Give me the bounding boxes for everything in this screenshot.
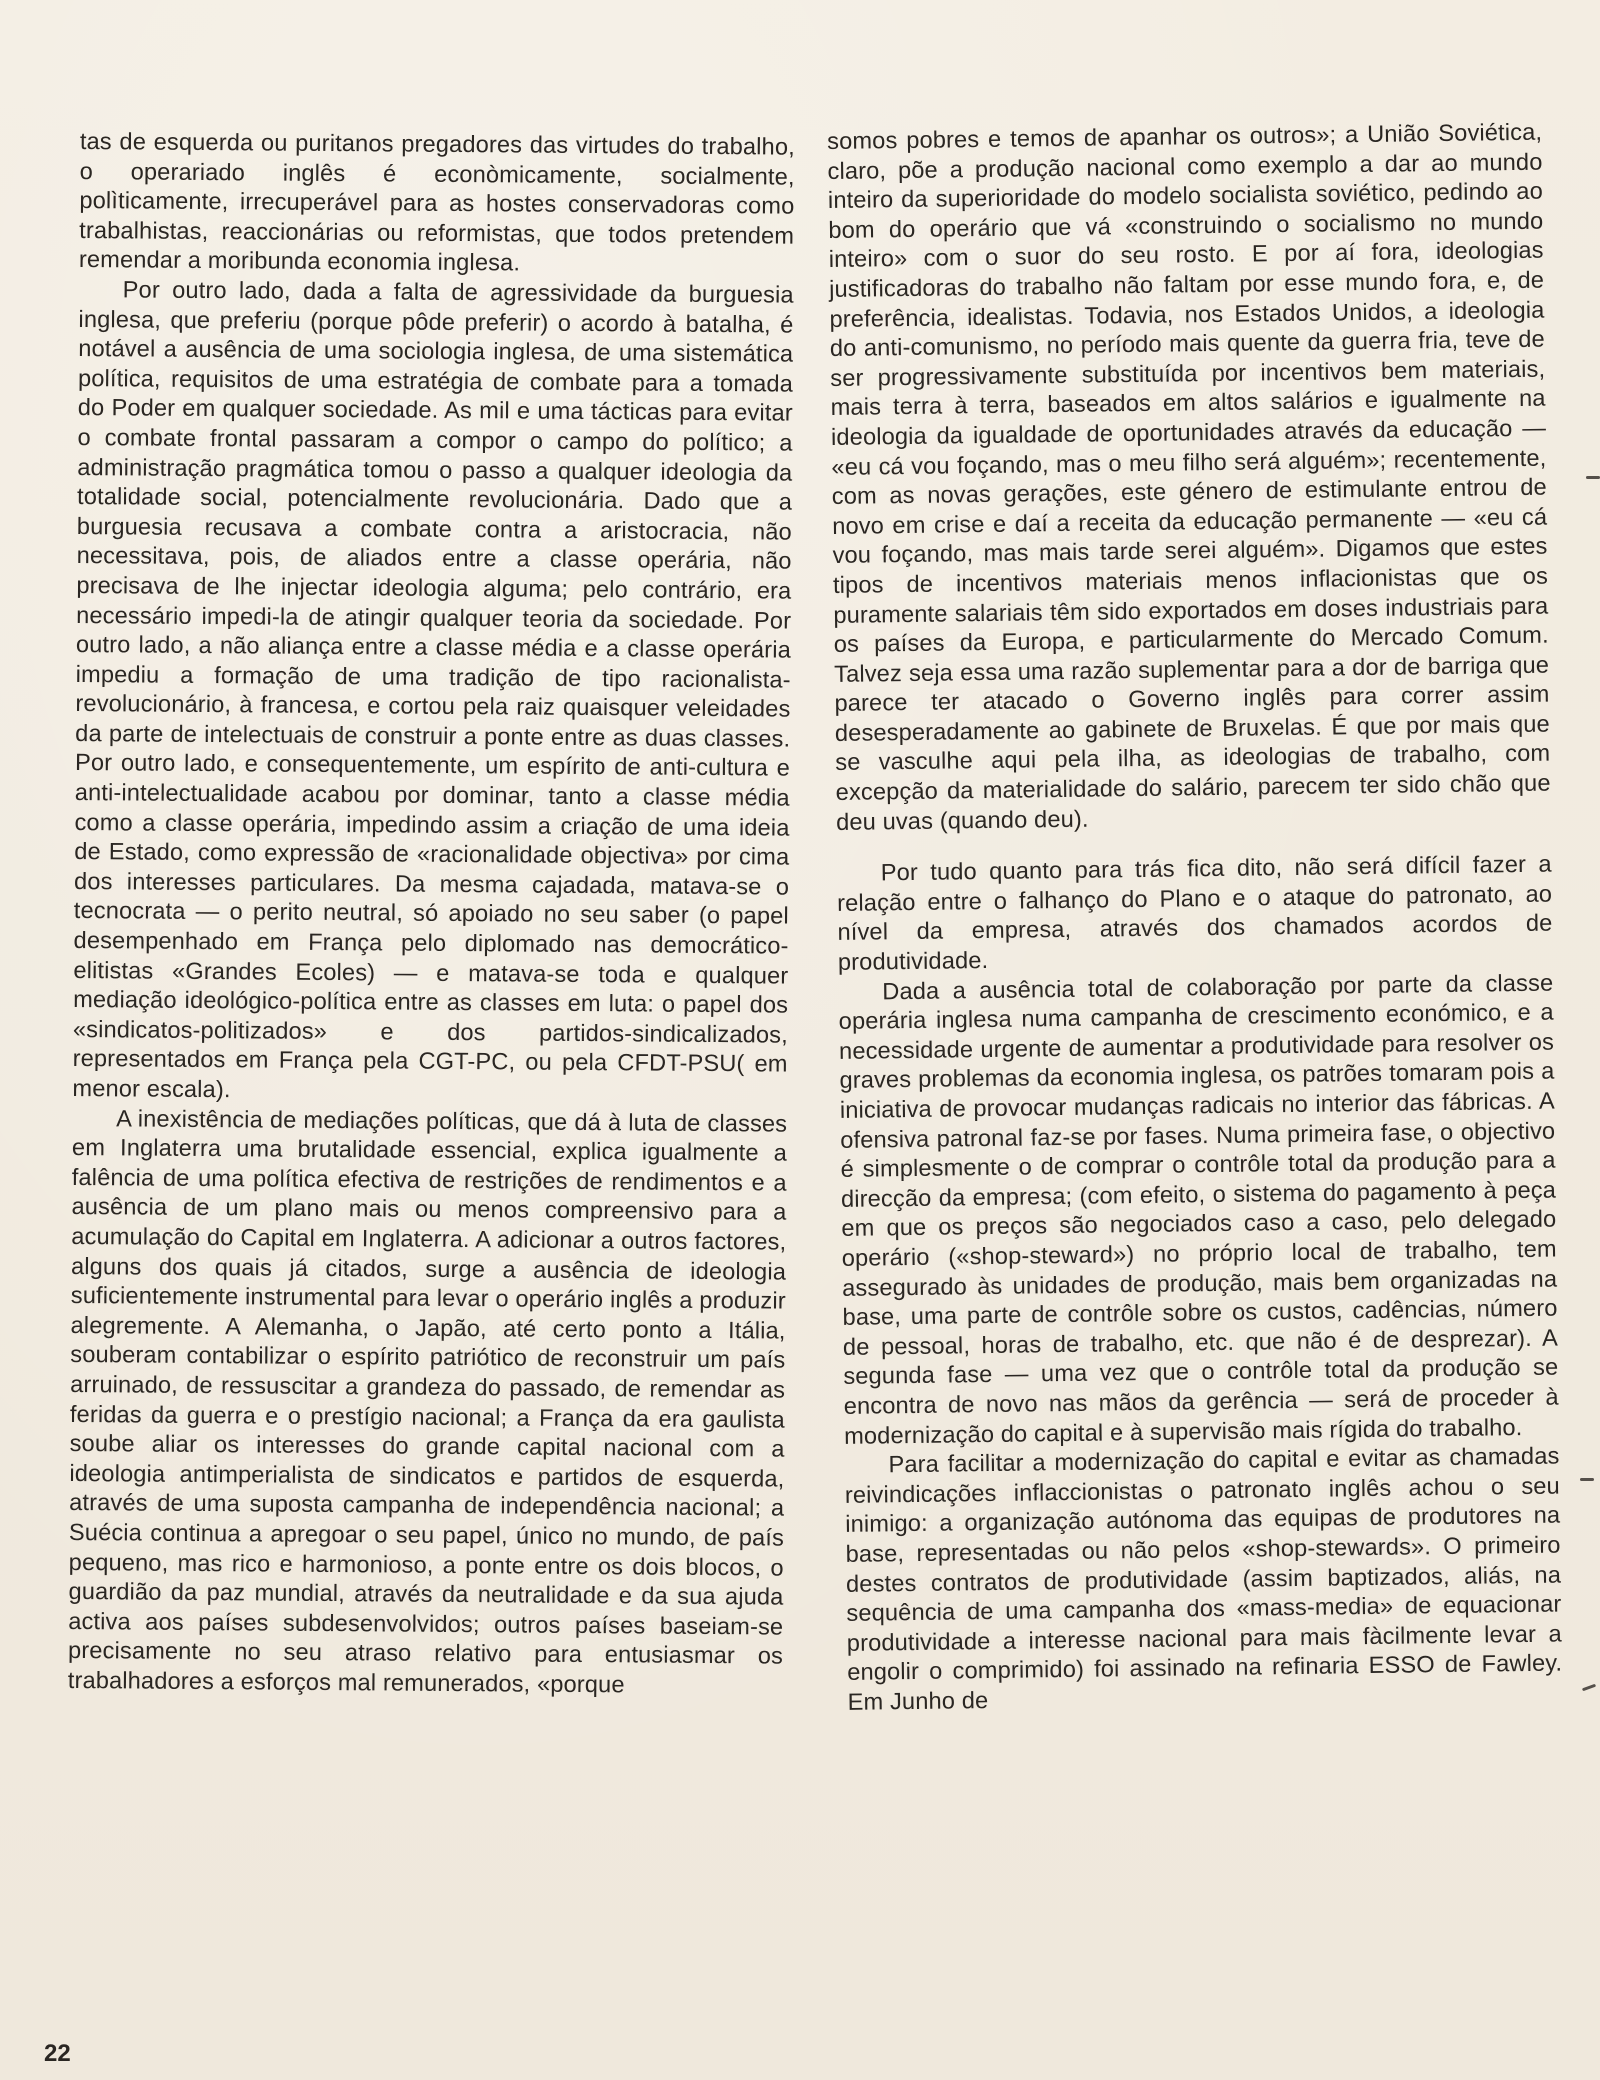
paragraph-mediacoes: A inexistência de mediações políticas, que dá à luta de classes em Inglaterra uma brutalidade essencial, explica igualmente a falência de uma política efectiva de restrições de rendimentos e a ausência de um plano mais ou menos compreensivo para a acumulação do Capital em Inglaterra. A adicionar a outros factores, alguns dos quais já citados, surge a ausência de ideologia suficientemente instrumental para levar o operário inglês a produzir alegremente. A Alemanha, o Japão, até certo ponto a Itália, souberam contabilizar o espírito patriótico de reconstruir um país arruinado, de ressuscitar a grandeza do passado, de remendar as feridas da guerra e o prestígio nacional; a França da era gaulista soube aliar os interesses do grande capital nacional com a ideologia antimperialista de sindicatos e partidos de esquerda, através de uma suposta campanha de independência nacional; a Suécia continua a apregoar o seu papel, único no mundo, de país pequeno, mas rico e harmonioso, a ponte entre os dois blocos, o guardião da paz mundial, através da neutralidade e da sua ajuda activa aos países subdesenvolvidos; outros países baseiam-se precisamente no seu atraso relativo para entusiasmar os trabalhadores a esforços mal remunerados, «porque	[67, 1105, 788, 1699]
paragraph-falhanco-plano: Por tudo quanto para trás fica dito, não será difícil fazer a relação entre o falhanço do Plano e o ataque do patronato, ao nível da empresa, através dos chamados acordos de produtividade.	[836, 851, 1553, 976]
paragraph-burguesia: Por outro lado, dada a falta de agressividade da burguesia inglesa, que preferiu (porque pôde preferir) o acordo à batalha, é notável a ausência de uma sociologia inglesa, de uma sistemática política, requisitos de uma estratégia de combate para a tomada do Poder em qualquer sociedade. As mil e uma tácticas para evitar o combate frontal passaram a compor o campo do político; a administração pragmática tomou o passo a qualquer ideologia da totalidade social, potencialmente revolucionária. Dado que a burguesia recusava a combate contra a aristocracia, não necessitava, pois, de aliados entre a classe operária, não precisava de lhe injectar ideologia alguma; pelo contrário, era necessário impedi-la de atingir qualquer teoria da sociedade. Por outro lado, a não aliança entre a classe média e a classe operária impediu a formação de uma tradição de tipo racionalista-revolucionário, à francesa, e cortou pela raiz quaisquer veleidades da parte de intelectuais de construir a ponte entre as duas classes. Por outro lado, e consequentemente, um espírito de anti-cultura e anti-intelectualidade acabou por dominar, tanto a classe média como a classe operária, impedindo assim a criação de uma ideia de Estado, como expressão de «racionalidade objectiva» por cima dos interesses particulares. Da mesma cajadada, matava-se o tecnocrata — o perito neutral, só apoiado no seu saber (o papel desempenhado em França pelo diplomado nas democrático-elitistas «Grandes Ecoles) — e matava-se toda e qualquer mediação ideológico-política entre as classes em luta: o papel dos «sindicatos-politizados» e dos partidos-sindicalizados, representados em França pela CGT-PC, ou pela CFDT-PSU( em menor escala).	[72, 277, 794, 1104]
left-text-column	[68, 128, 795, 1702]
edge-mark	[1582, 1684, 1596, 1692]
page-number: 22	[44, 2040, 71, 2067]
paragraph-ideologias: somos pobres e temos de apanhar os outros»; a União Soviética, claro, põe a produção nacional como exemplo a dar ao mundo inteiro da superioridade do modelo socialista soviético, pedindo ao bom do operário que vá «construindo o socialismo no mundo inteiro» com o suor do seu rosto. E por aí fora, ideologias justificadoras do trabalho não faltam por esse mundo fora, e, de preferência, idealistas. Todavia, nos Estados Unidos, a ideologia do anti-comunismo, no período mais quente da guerra fria, teve de ser progressivamente substituída por incentivos bem materiais, mais terra à terra, baseados em altos salários e igualmente na ideologia da igualdade de oportunidades através da educação — «eu cá vou foçando, mas o meu filho será alguém»; recentemente, com as novas gerações, este género de estimulante entrou de novo em crise e daí a receita da educação permanente — «eu cá vou foçando, mas mais tarde serei alguém». Digamos que estes tipos de incentivos materiais menos inflacionistas que os puramente salariais têm sido exportados em doses industriais para os países da Europa, e particularmente do Mercado Comum. Talvez seja essa uma razão suplementar para a dor de barriga que parece ter atacado o Governo inglês para correr assim desesperadamente ao gabinete de Bruxelas. É que por mais que se vasculhe aqui pela ilha, as ideologias de trabalho, com excepção da materialidade do salário, parecem ter sido chão que deu uvas (quando deu).	[827, 119, 1551, 836]
paragraph-contratos-produtividade: Para facilitar a modernização do capital e evitar as chamadas reivindicações inflaccionistas o patronato inglês achou o seu inimigo: a organização autónoma das equipas de produtores na base, representadas ou não pelos «shop-stewards». O primeiro destes contratos de produtividade (assim baptizados, aliás, na sequência de uma campanha dos «mass-media» de equacionar produtividade a interesse nacional para mais fàcilmente levar a engolir o comprimido) foi assinado na refinaria ESSO de Fawley. Em Junho de	[844, 1443, 1563, 1716]
right-text-column	[827, 119, 1563, 1719]
edge-mark	[1586, 476, 1600, 479]
paragraph-ofensiva-patronal: Dada a ausência total de colaboração por parte da classe operária inglesa numa campanha de crescimento económico, e a necessidade urgente de aumentar a produtividade para resolver os graves problemas da economia inglesa, os patrões tomaram pois a iniciativa de provocar mudanças radicais no interior das fábricas. A ofensiva patronal faz-se por fases. Numa primeira fase, o objectivo é simplesmente o de comprar o contrôle total da produção para a direcção da empresa; (com efeito, o sistema do pagamento à peça em que os preços são negociados caso a caso, pelo delegado operário («shop-steward») no próprio local de trabalho, tem assegurado às unidades de produção, mais bem organizadas na base, uma parte de contrôle sobre os custos, cadências, número de pessoal, horas de trabalho, etc. que não é de desprezar). A segunda fase — uma vez que o contrôle total da produção se encontra de novo nas mãos da gerência — será de proceder à modernização do capital e à supervisão mais rígida do trabalho.	[838, 970, 1559, 1450]
paragraph-continuation: tas de esquerda ou puritanos pregadores das virtudes do trabalho, o operariado inglês é econòmicamente, socialmente, polìticamente, irrecuperável para as hostes conservadoras como trabalhistas, reaccionárias ou reformistas, que todos pretendem remendar a moribunda economia inglesa.	[78, 128, 795, 277]
edge-mark	[1580, 1478, 1594, 1481]
